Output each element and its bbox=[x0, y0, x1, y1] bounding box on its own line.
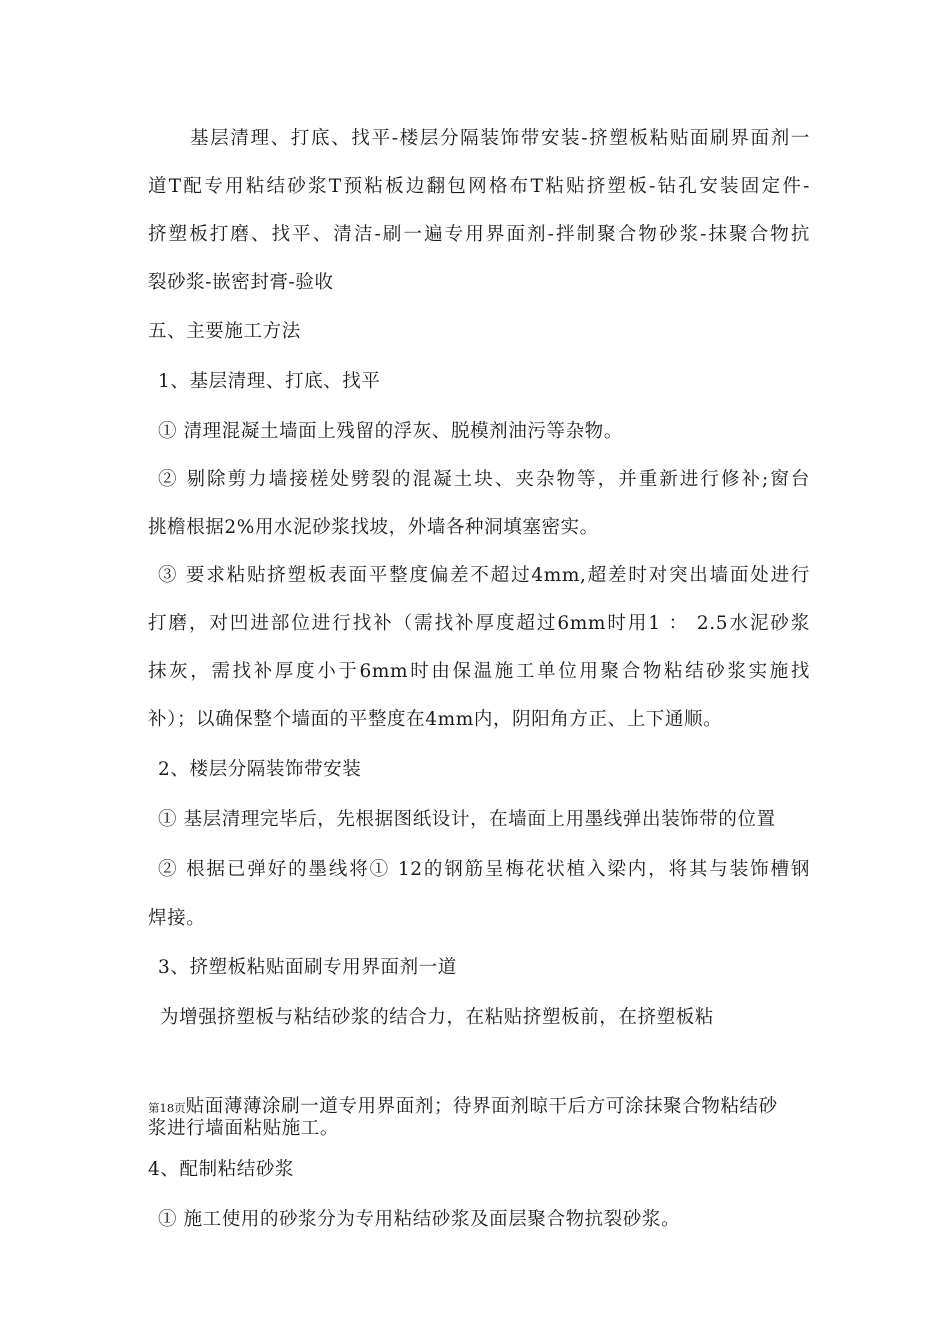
list-item: ② 剔除剪力墙接槎处劈裂的混凝土块、夹杂物等，并重新进行修补;窗台 bbox=[158, 469, 810, 490]
paragraph-line: 裂砂浆-嵌密封膏-验收 bbox=[148, 272, 334, 293]
paragraph-line: 挤塑板打磨、找平、清洁-刷一遍专用界面剂-拌制聚合物砂浆-抹聚合物抗 bbox=[148, 224, 810, 245]
paragraph-line: 道T配专用粘结砂浆T预粘板边翻包网格布T粘贴挤塑板-钻孔安装固定件- bbox=[148, 176, 810, 197]
subsection-heading: 1、基层清理、打底、找平 bbox=[158, 371, 381, 392]
list-item: ③ 要求粘贴挤塑板表面平整度偏差不超过4mm,超差时对突出墙面处进行 bbox=[158, 565, 810, 586]
list-item: ① 清理混凝土墙面上残留的浮灰、脱模剂油污等杂物。 bbox=[158, 421, 623, 442]
subsection-heading: 4、配制粘结砂浆 bbox=[148, 1159, 295, 1180]
list-item: ① 基层清理完毕后，先根据图纸设计，在墙面上用墨线弹出装饰带的位置 bbox=[158, 809, 776, 830]
list-item: ② 根据已弹好的墨线将① 12的钢筋呈梅花状植入梁内，将其与装饰槽钢 bbox=[158, 859, 810, 880]
list-item: ① 施工使用的砂浆分为专用粘结砂浆及面层聚合物抗裂砂浆。 bbox=[158, 1209, 681, 1230]
paragraph-line: 抹灰，需找补厚度小于6mm时由保温施工单位用聚合物粘结砂浆实施找 bbox=[148, 661, 810, 682]
paragraph-line: 补）；以确保整个墙面的平整度在4mm内，阴阳角方正、上下通顺。 bbox=[148, 709, 723, 730]
paragraph-line: 为增强挤塑板与粘结砂浆的结合力，在粘贴挤塑板前，在挤塑板粘 bbox=[160, 1007, 714, 1028]
paragraph-line: 打磨，对凹进部位进行找补（需找补厚度超过6mm时用1 ： 2.5水泥砂浆 bbox=[148, 613, 810, 634]
paragraph-line: 浆进行墙面粘贴施工。 bbox=[148, 1118, 340, 1139]
subsection-heading: 3、挤塑板粘贴面刷专用界面剂一道 bbox=[158, 957, 457, 978]
paragraph-line: 基层清理、打底、找平-楼层分隔装饰带安装-挤塑板粘贴面刷界面剂一 bbox=[190, 128, 810, 149]
subsection-heading: 2、楼层分隔装饰带安装 bbox=[158, 759, 362, 780]
paragraph-line: 焊接。 bbox=[148, 908, 206, 929]
page-number: 第18页 bbox=[148, 1101, 186, 1115]
paragraph-line: 挑檐根据2%用水泥砂浆找坡，外墙各种洞填塞密实。 bbox=[148, 517, 599, 538]
continued-text: 贴面薄薄涂刷一道专用界面剂；待界面剂晾干后方可涂抹聚合物粘结砂 bbox=[185, 1096, 778, 1117]
section-heading: 五、主要施工方法 bbox=[148, 321, 301, 342]
